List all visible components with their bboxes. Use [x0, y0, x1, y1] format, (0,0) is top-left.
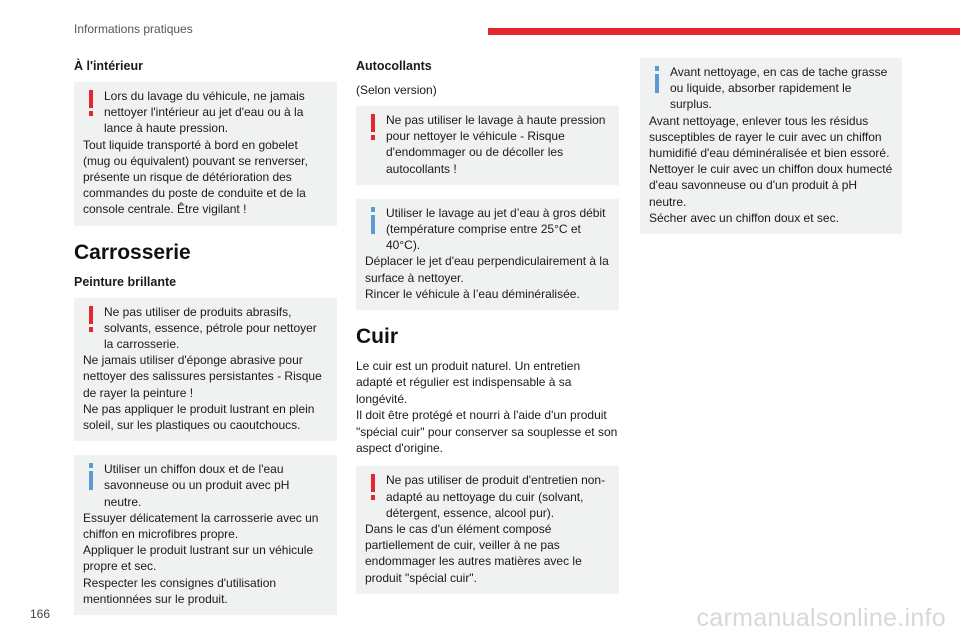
stickers-warning-box	[356, 106, 619, 185]
paint-info-box	[74, 455, 337, 615]
leather-warning-box	[356, 466, 619, 593]
paragraph: Le cuir est un produit naturel. Un entretien adapté et régulier est indispensable à sa longévité.	[356, 359, 581, 406]
leather-text	[356, 358, 619, 456]
watermark: carmanualsonline.info	[696, 604, 946, 632]
info-icon	[653, 66, 661, 93]
warning-text: Ne pas utiliser de produits abrasifs, solvants, essence, pétrole pour nettoyer la carrosserie.	[104, 304, 317, 352]
paragraph: Il doit être protégé et nourri à l'aide d'un produit "spécial cuir" pour conserver sa souplesse et son aspect d'origine.	[356, 408, 618, 456]
info-text: Rincer le véhicule à l’eau déminéralisée.	[365, 286, 580, 301]
stickers-info-box	[356, 199, 619, 310]
info-text: Avant nettoyage, enlever tous les résidus susceptibles de rayer le cuir avec un chiffon humidifié d'eau déminéralisée et bien essoré.	[649, 113, 890, 161]
info-text: Utiliser un chiffon doux et de l'eau savonneuse ou un produit avec pH neutre.	[104, 462, 290, 509]
info-text: Appliquer le produit lustrant sur un véhicule propre et sec.	[83, 543, 314, 574]
interior-heading: À l'intérieur	[74, 59, 143, 73]
info-text: Avant nettoyage, en cas de tache grasse ou liquide, absorber rapidement le surplus.	[670, 65, 888, 112]
warning-text: Ne jamais utiliser d'éponge abrasive pour nettoyer des salissures persistantes - Risque de rayer la peinture !	[83, 353, 322, 400]
info-text: Utiliser le lavage au jet d’eau à gros débit (température comprise entre 25°C et 40°C).	[386, 205, 606, 253]
warning-text: Dans le cas d'un élément composé partiellement de cuir, veiller à ne pas endommager les autres matières avec le produit "spécial cuir".	[365, 522, 582, 585]
warning-text: Ne pas utiliser de produit d'entretien non-adapté au nettoyage du cuir (solvant, détergent, essence, alcool pur).	[386, 473, 606, 520]
paint-subheading: Peinture brillante	[74, 274, 177, 289]
stickers-subtitle: (Selon version)	[356, 83, 437, 97]
info-text: Sécher avec un chiffon doux et sec.	[649, 210, 839, 225]
info-icon	[369, 207, 377, 234]
column-3	[640, 58, 902, 248]
info-text: Nettoyer le cuir avec un chiffon doux humecté d'eau savonneuse ou d'un produit à pH neutre.	[649, 162, 893, 209]
header-accent-bar	[488, 28, 960, 35]
page-number: 166	[30, 607, 51, 621]
exclamation-icon	[87, 90, 95, 117]
interior-warning-box	[74, 82, 337, 226]
section-title: Informations pratiques	[74, 22, 193, 36]
exclamation-icon	[369, 474, 377, 501]
warning-text: Lors du lavage du véhicule, ne jamais nettoyer l'intérieur au jet d'eau ou à la lance à haute pression.	[104, 89, 305, 136]
exclamation-icon	[87, 306, 95, 333]
warning-text: Tout liquide transporté à bord en gobelet (mug ou équivalent) pouvant se renverser, présente un risque de détérioration des commandes du poste de conduite et de la console centrale. Être vigilant !	[83, 137, 308, 217]
leather-info-box	[640, 58, 902, 234]
warning-text: Ne pas appliquer le produit lustrant en plein soleil, sur les plastiques ou caoutchoucs.	[83, 401, 315, 433]
paint-warning-box	[74, 298, 337, 442]
column-2	[356, 58, 619, 608]
info-text: Essuyer délicatement la carrosserie avec un chiffon en microfibres propre.	[83, 510, 319, 542]
leather-heading: Cuir	[356, 325, 398, 349]
info-icon	[87, 463, 95, 490]
stickers-heading: Autocollants	[356, 59, 432, 73]
exclamation-icon	[369, 114, 377, 141]
warning-text: Ne pas utiliser le lavage à haute pression pour nettoyer le véhicule - Risque d'endommager ou de décoller les autocollants !	[386, 113, 606, 176]
body-heading: Carrosserie	[74, 240, 191, 264]
info-text: Déplacer le jet d'eau perpendiculairement à la surface à nettoyer.	[365, 254, 609, 285]
info-text: Respecter les consignes d'utilisation mentionnées sur le produit.	[83, 575, 277, 606]
column-1	[74, 58, 337, 629]
